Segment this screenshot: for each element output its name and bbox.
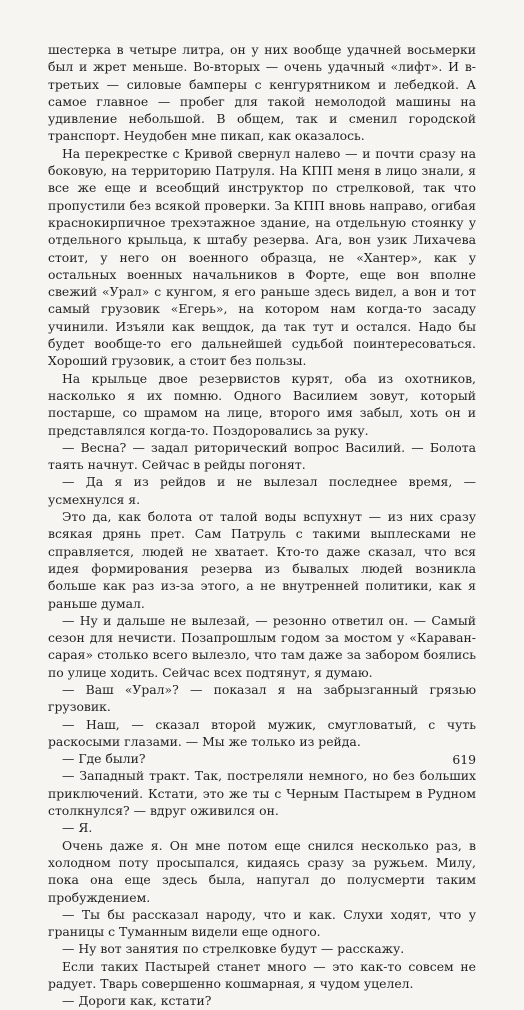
paragraph: — Да я из рейдов и не вылезал последнее время, — усмехнулся я. xyxy=(48,474,476,507)
page-number: 619 xyxy=(452,752,476,767)
paragraph: — Наш, — сказал второй мужик, смугловатый, с чуть раскосыми глазами. — Мы же только из рейда. xyxy=(48,716,476,749)
paragraph: шестерка в четыре литра, он у них вообще удачней восьмерки был и жрет меньше. Во-вторых — очень удачный «лифт». И в-третьих — силовые бамперы с кенгурятником и лебедкой. А самое главное — пробег для такой немолодой машины на удивление небольшой. В общем, так и сменил городской транспорт. Неудобен мне пикап, как оказалось. xyxy=(48,42,476,144)
paragraph: — Я. xyxy=(62,820,93,836)
page-text xyxy=(48,41,476,1010)
paragraph: — Где были? xyxy=(62,751,146,767)
paragraph: — Ну и дальше не вылезай, — резонно ответил он. — Самый сезон для нечисти. Позапрошлым годом за мостом у «Караван-сарая» столько всего вылезло, что там даже за забором боялись по улице ходить. Сейчас всех подтянут, я думаю. xyxy=(48,612,476,680)
paragraph: — Ты бы рассказал народу, что и как. Слухи ходят, что у границы с Туманным видели еще одного. xyxy=(48,906,476,940)
paragraph: — Ваш «Урал»? — показал я на забрызганный грязью грузовик. xyxy=(48,681,476,715)
paragraph: Если таких Пастырей станет много — это как-то совсем не радует. Тварь совершенно кошмарная, я чудом уцелел. xyxy=(48,958,476,992)
paragraph: — Дороги как, кстати? xyxy=(62,993,212,1009)
paragraph: Это да, как болота от талой воды вспухнут — из них сразу всякая дрянь прет. Сам Патруль с такими выплесками не справляется, людей не хватает. Кто-то даже сказал, что вся идея формирования резерва из бывалых людей возникла больше как раз из-за этого, а не внутренней политики, как я раньше думал. xyxy=(48,509,476,611)
paragraph: — Ну вот занятия по стрелковке будут — расскажу. xyxy=(62,941,405,957)
paragraph: Очень даже я. Он мне потом еще снился несколько раз, в холодном поту просыпался, кидаясь сразу за ружьем. Милу, пока она еще здесь была, напугал до полусмерти таким пробуждением. xyxy=(48,837,476,905)
paragraph: — Западный тракт. Так, постреляли немного, но без больших приключений. Кстати, это же ты с Черным Пастырем в Рудном столкнулся? — вдруг оживился он. xyxy=(48,768,476,819)
paragraph: На крыльце двое резервистов курят, оба из охотников, насколько я их помню. Одного Василием зовут, который постарше, со шрамом на лице, второго имя забыл, хоть он и представлялся когда-то. Поздоровались за руку. xyxy=(48,370,476,438)
paragraph: — Весна? — задал риторический вопрос Василий. — Болота таять начнут. Сейчас в рейды погонят. xyxy=(48,439,476,473)
paragraph: На перекрестке с Кривой свернул налево — и почти сразу на боковую, на территорию Патруля. На КПП меня в лицо знали, я все же еще и всеобщий инструктор по стрелковой, так что пропустили без всякой проверки. За КПП вновь направо, огибая краснокирпичное трехэтажное здание, на отдельную стоянку у отдельного крыльца, к штабу резерва. Ага, вон узик Лихачева стоит, у него он военного образца, не «Хантер», как у остальных военных начальников в Форте, еще вон вполне свежий «Урал» с кунгом, я его раньше здесь видел, а вон и тот самый грузовик «Егерь», на котором нам когда-то засаду учинили. Изъяли как вещдок, да так тут и остался. Надо бы будет вообще-то его дальнейшей судьбой поинтересоваться. Хороший грузовик, а стоит без пользы. xyxy=(48,145,476,369)
